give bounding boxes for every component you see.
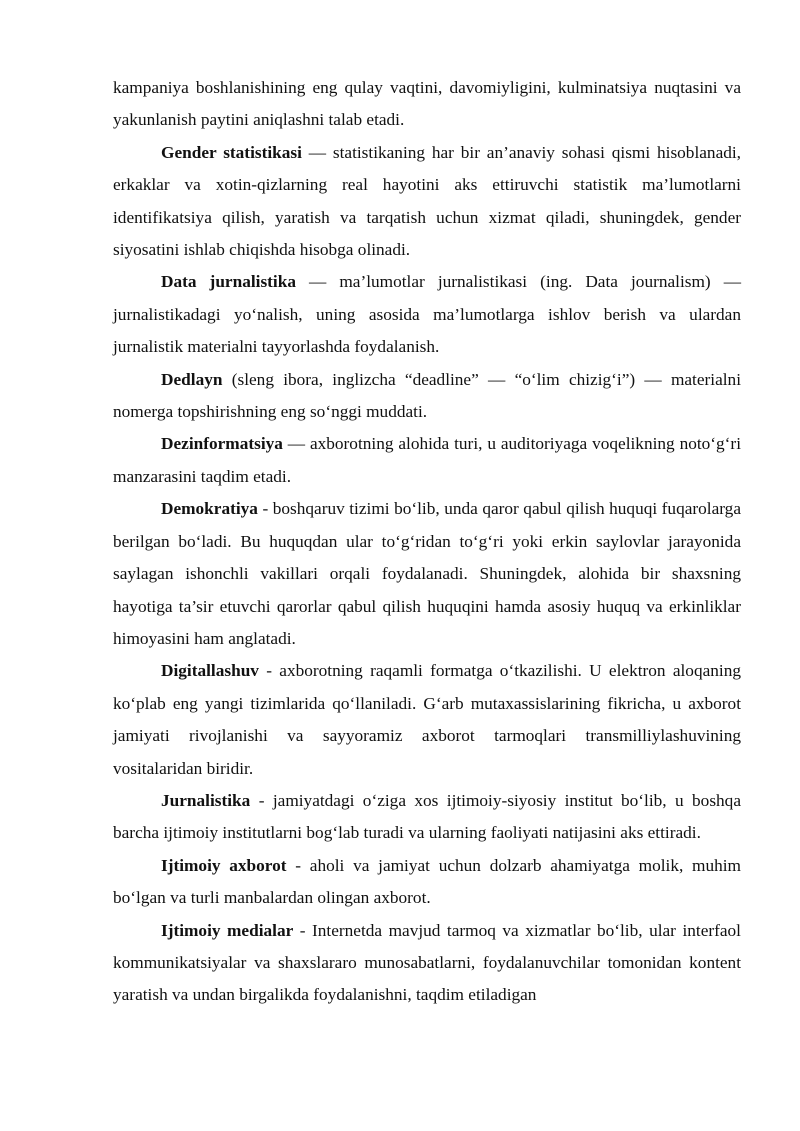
glossary-definition: (sleng ibora, inglizcha “deadline” — “o‘lim chizig‘i”) — materialni nomerga topshirishning eng so‘nggi muddati. — [113, 369, 741, 422]
glossary-definition: - axborotning raqamli formatga o‘tkazilishi. U elektron aloqaning ko‘plab eng yangi tizimlarida qo‘llaniladi. G‘arb mutaxassislarining fikricha, u axborot jamiyati rivojlanishi va sayyoramiz axborot tarmoqlari transmilliylashuvining vositalaridan biridir. — [113, 661, 741, 778]
glossary-definition: - aholi va jamiyat uchun dolzarb ahamiyatga molik, muhim bo‘lgan va turli manbalardan olingan axborot. — [113, 855, 741, 908]
glossary-definition: - boshqaruv tizimi bo‘lib, unda qaror qabul qilish huquqi fuqarolarga berilgan bo‘ladi. Bu huquqdan ular to‘g‘ridan to‘g‘ri yoki erkin saylovlar jarayonida saylagan ishonchli vakillari orqali foydalanadi. Shuningdek, alohida bir shaxsning hayotiga ta’sir etuvchi qarorlar qabul qilish huquqini hamda asosiy huquq va erkinliklar himoyasini ham anglatadi. — [113, 499, 741, 648]
glossary-definition: — statistikaning har bir an’anaviy sohasi qismi hisoblanadi, erkaklar va xotin-qizlarning real hayotini aks ettiruvchi statistik ma’lumotlarni identifikatsiya qilish, yaratish va tarqatish uchun xizmat qiladi, shuningdek, gender siyosatini ishlab chiqishda hisobga olinadi. — [113, 142, 741, 260]
document-page — [113, 72, 741, 1012]
glossary-definition: - jamiyatdagi o‘ziga xos ijtimoiy-siyosiy institut bo‘lib, u boshqa barcha ijtimoiy institutlarni bog‘lab turadi va ularning faoliyati natijasini aks ettiradi. — [113, 790, 741, 843]
glossary-term: Demokratiya — [161, 499, 258, 519]
glossary-term: Dedlayn — [161, 369, 223, 389]
glossary-definition: — axborotning alohida turi, u auditoriyaga voqelikning noto‘g‘ri manzarasini taqdim etadi. — [113, 434, 741, 486]
glossary-term: Jurnalistika — [161, 790, 251, 810]
glossary-term: Data jurnalistika — [161, 272, 296, 292]
glossary-term: Ijtimoiy medialar — [161, 920, 294, 940]
glossary-entry-ijtimoiy-medialar — [113, 915, 741, 1012]
glossary-entry-data-jurnalistika — [113, 266, 741, 363]
glossary-entry-ijtimoiy-axborot — [113, 850, 741, 915]
glossary-term: Gender statistikasi — [161, 142, 302, 162]
glossary-term: Digitallashuv — [161, 661, 259, 681]
glossary-entry-dedlayn — [113, 364, 741, 429]
glossary-entry-jurnalistika — [113, 785, 741, 850]
glossary-entry-gender-statistikasi — [113, 137, 741, 267]
glossary-term: Dezinformatsiya — [161, 434, 283, 454]
glossary-definition: — ma’lumotlar jurnalistikasi (ing. Data journalism) — jurnalistikadagi yo‘nalish, uning asosida ma’lumotlarga ishlov berish va ulardan jurnalistik materialni tayyorlashda foydalanish. — [113, 272, 741, 357]
glossary-entry-demokratiya — [113, 493, 741, 655]
glossary-entry-dezinformatsiya — [113, 428, 741, 493]
glossary-entry-digitallashuv — [113, 655, 741, 785]
continuation-paragraph: kampaniya boshlanishining eng qulay vaqtini, davomiyligini, kulminatsiya nuqtasini va yakunlanish paytini aniqlashni talab etadi. — [113, 78, 741, 130]
glossary-definition: - Internetda mavjud tarmoq va xizmatlar bo‘lib, ular interfaol kommunikatsiyalar va shaxslararo munosabatlarni, foydalanuvchilar tomonidan kontent yaratish va undan birgalikda foydalanishni, taqdim etiladigan — [113, 920, 741, 1005]
glossary-term: Ijtimoiy axborot — [161, 855, 287, 875]
